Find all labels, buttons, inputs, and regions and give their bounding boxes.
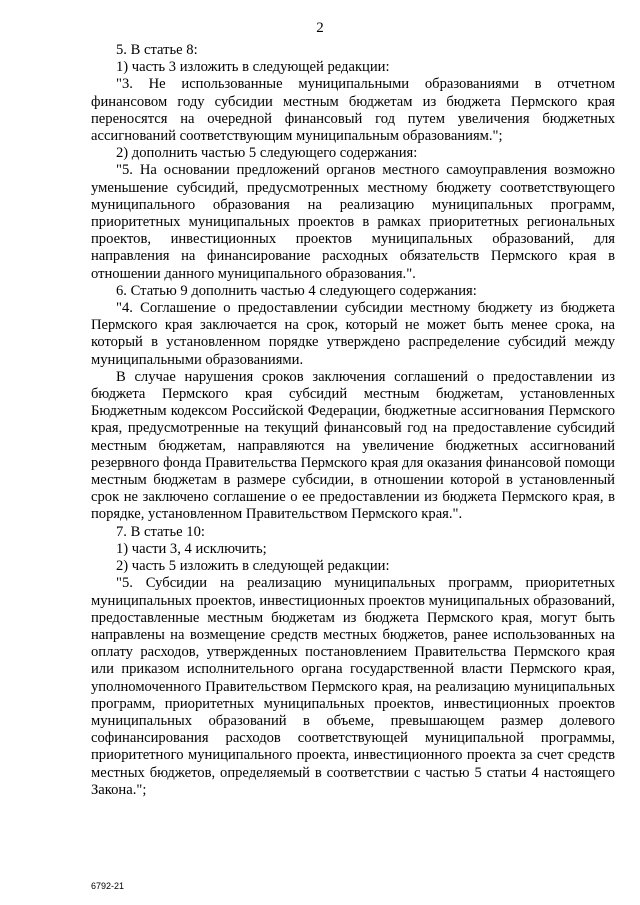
paragraph-part-5-text: "5. На основании предложений органов местного самоуправления возможно уменьшение субсидий, предусмотренных местному бюджету соответствующего муниципального образования на реализацию муниципальных программ, приоритетных муниципальных проектов в рамках приоритетных региональных проектов, инвестиционных проектов муниципальных образований, для направления на финансирование расходных обязательств Пермского края в отношении данного муниципального образования.". <box>91 162 615 282</box>
paragraph-part-3-text: "3. Не использованные муниципальными образованиями в отчетном финансовом году субсидии местным бюджетам из бюджета Пермского края переносятся на очередной финансовый год путем увеличения бюджетных ассигнований соответствующим муниципальным образованиям."; <box>91 76 615 145</box>
paragraph-part-5-redaction-text: "5. Субсидии на реализацию муниципальных программ, приоритетных муниципальных проектов, инвестиционных проектов муниципальных образований, предоставленные местным бюджетам из бюджета Пермского края, могут быть направлены на возмещение средств местных бюджетов, ранее использованных на оплату расходов, утвержденных постановлением Правительства Пермского края или приказом исполнительного органа государственной власти Пермского края, уполномоченного Правительством Пермского края, на реализацию муниципальных программ, приоритетных муниципальных проектов, инвестиционных проектов муниципальных образований в объеме, превышающем размер долевого софинансирования расходов соответствующей муниципальной программы, приоритетного муниципального проекта, инвестиционного проекта за счет средств местных бюджетов, определяемый в соответствии с частью 5 статьи 4 настоящего Закона."; <box>91 575 615 798</box>
document-body <box>91 42 615 799</box>
paragraph-article-10-heading: 7. В статье 10: <box>116 523 205 540</box>
paragraph-parts-3-4-exclude: 1) части 3, 4 исключить; <box>116 540 267 557</box>
paragraph-part-3-intro: 1) часть 3 изложить в следующей редакции: <box>116 59 390 76</box>
paragraph-part-5-intro: 2) дополнить частью 5 следующего содержания: <box>116 145 418 162</box>
document-code: 6792-21 <box>91 881 125 891</box>
page-number: 2 <box>316 20 324 36</box>
paragraph-article-8-heading: 5. В статье 8: <box>116 42 198 58</box>
paragraph-violation-text: В случае нарушения сроков заключения соглашений о предоставлении из бюджета Пермского края субсидий местным бюджетам, установленных Бюджетным кодексом Российской Федерации, бюджетные ассигнования Пермского края, предусмотренные на текущий финансовый год на предоставление субсидий местным бюджетам, направляются на увеличение бюджетных ассигнований резервного фонда Правительства Пермского края для оказания финансовой помощи местным бюджетам в размере субсидии, в отношении которой в установленный срок не заключено соглашение о ее предоставлении из бюджета Пермского края, в порядке, установленном Правительством Пермского края.". <box>91 368 615 523</box>
paragraph-part-5-redaction-intro: 2) часть 5 изложить в следующей редакции: <box>116 558 390 575</box>
paragraph-article-9-heading: 6. Статью 9 дополнить частью 4 следующего содержания: <box>116 282 477 299</box>
paragraph-part-4-text: "4. Соглашение о предоставлении субсидии местному бюджету из бюджета Пермского края заключается на срок, который не может быть менее срока, на который в установленном порядке утверждено распределение субсидий между муниципальными образованиями. <box>91 300 615 368</box>
